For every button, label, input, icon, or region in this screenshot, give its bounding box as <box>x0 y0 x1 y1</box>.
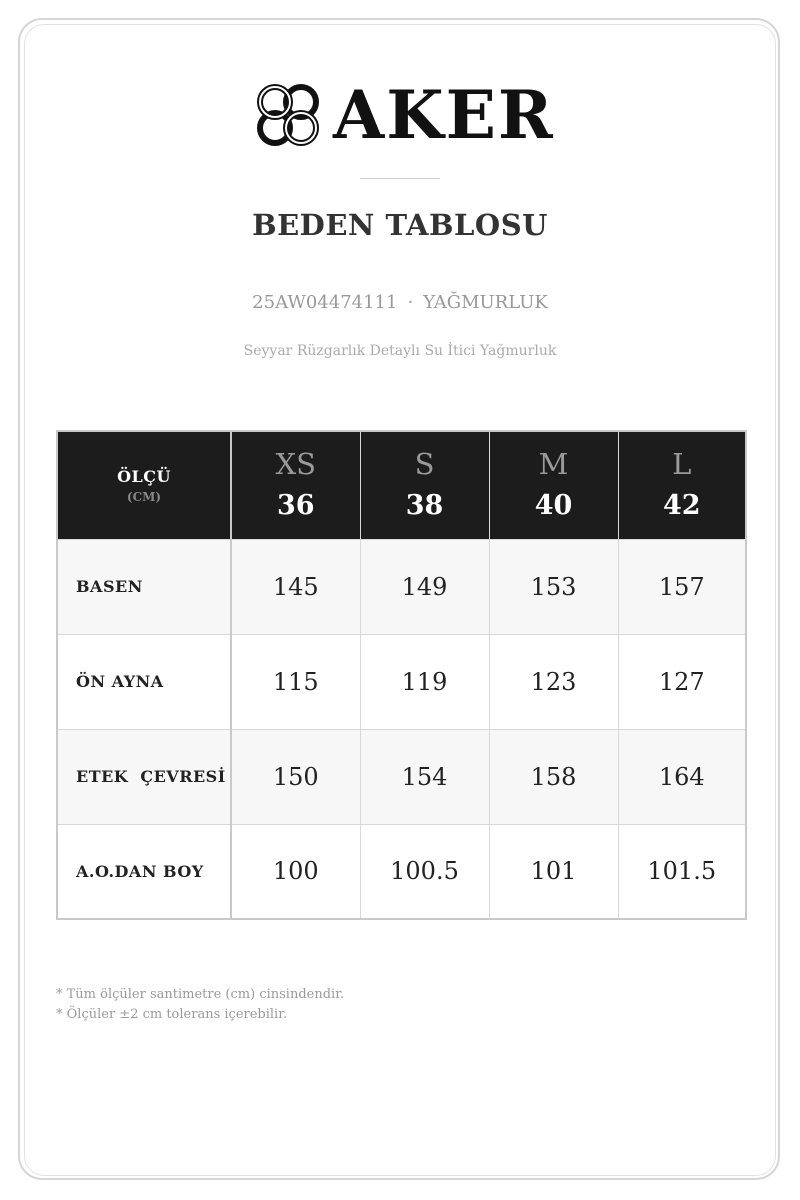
product-code: 25AW04474111 <box>252 292 398 313</box>
table-row <box>57 729 746 824</box>
title-divider <box>360 178 440 179</box>
measure-value: 149 <box>360 539 489 634</box>
size-number: 36 <box>276 490 315 522</box>
size-code: XS <box>275 447 316 482</box>
brand-logo <box>253 76 555 154</box>
brand-name: AKER <box>333 76 555 154</box>
measure-label: ETEK ÇEVRESİ <box>57 729 231 824</box>
size-header-xs <box>231 431 360 539</box>
footnote: * Ölçüler ±2 cm tolerans içerebilir. <box>56 1007 288 1022</box>
measure-value: 100.5 <box>360 824 489 919</box>
measure-value: 127 <box>618 634 746 729</box>
size-header-s <box>360 431 489 539</box>
meta-separator: · <box>407 292 414 313</box>
measure-value: 150 <box>231 729 360 824</box>
measure-value: 119 <box>360 634 489 729</box>
size-code: M <box>538 447 569 482</box>
size-number: 42 <box>662 490 701 522</box>
measure-value: 101 <box>489 824 618 919</box>
size-header-l <box>618 431 746 539</box>
size-header-row <box>57 431 746 539</box>
header-unit: (CM) <box>126 489 162 504</box>
measure-value: 101.5 <box>618 824 746 919</box>
measure-value: 158 <box>489 729 618 824</box>
size-table <box>56 430 747 920</box>
size-code: S <box>414 447 435 482</box>
header-label: ÖLÇÜ <box>117 466 171 486</box>
product-meta <box>0 292 800 313</box>
measure-label: ÖN AYNA <box>57 634 231 729</box>
measure-label: A.O.DAN BOY <box>57 824 231 919</box>
measure-value: 157 <box>618 539 746 634</box>
product-description: Seyyar Rüzgarlık Detaylı Su İtici Yağmurluk <box>243 343 557 359</box>
footnotes <box>56 985 344 1025</box>
knot-logo-icon <box>253 80 323 150</box>
measure-value: 164 <box>618 729 746 824</box>
size-code: L <box>672 447 692 482</box>
table-row <box>57 824 746 919</box>
footnote: * Tüm ölçüler santimetre (cm) cinsindendir. <box>56 987 345 1002</box>
measure-value: 115 <box>231 634 360 729</box>
measure-label: BASEN <box>57 539 231 634</box>
header-measure-cell <box>57 431 231 539</box>
measure-value: 100 <box>231 824 360 919</box>
size-header-m <box>489 431 618 539</box>
product-category: YAĞMURLUK <box>423 292 548 313</box>
measure-value: 154 <box>360 729 489 824</box>
size-number: 38 <box>405 490 444 522</box>
measure-value: 123 <box>489 634 618 729</box>
measure-value: 145 <box>231 539 360 634</box>
measure-value: 153 <box>489 539 618 634</box>
size-number: 40 <box>534 490 573 522</box>
table-row <box>57 634 746 729</box>
table-row <box>57 539 746 634</box>
page-title: BEDEN TABLOSU <box>252 208 548 242</box>
